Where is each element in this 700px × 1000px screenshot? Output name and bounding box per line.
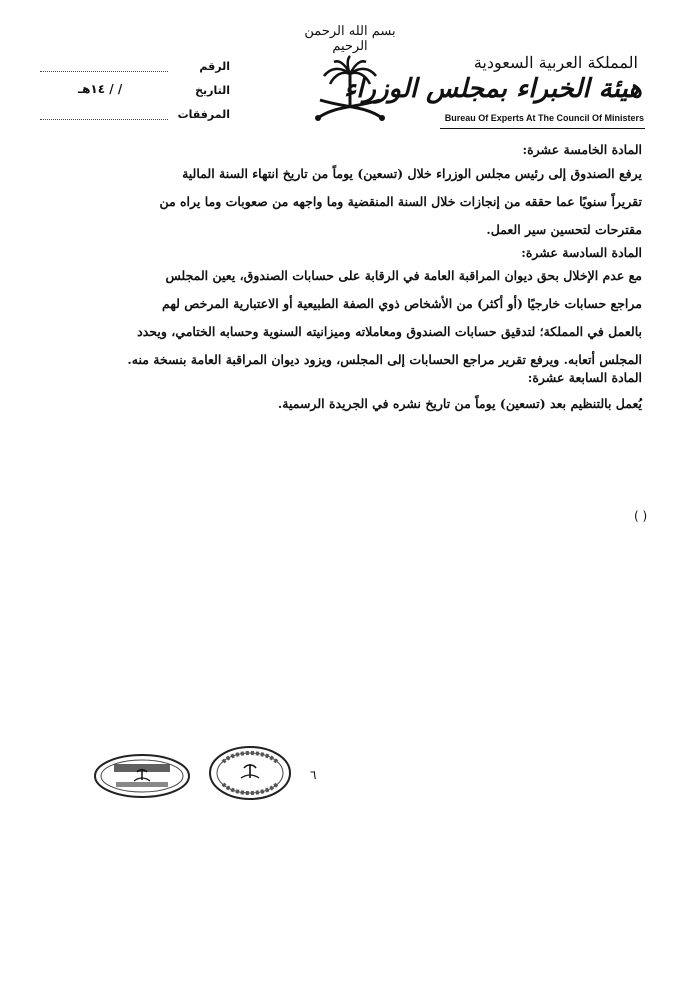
page-number: ٦ [310,768,317,782]
article-line: يُعمل بالتنظيم بعد (تسعين) يوماً من تاريخ نشره في الجريدة الرسمية. [277,396,642,411]
article-line: تقريراً سنويًا عما حققه من إنجازات خلال السنة المنقضية وما واجهه من صعوبات وما يراه من [159,194,642,209]
article-line: مقترحات لتحسين سير العمل. [486,222,642,237]
organization-name: هيئة الخبراء بمجلس الوزراء [343,74,642,104]
article-line: مراجع حسابات خارجيًا (أو أكثر) من الأشخاص ذوي الصفة الطبيعية أو الاعتبارية المرخص لهم [162,296,642,311]
official-seal-right [207,744,293,802]
article-line: مع عدم الإخلال بحق ديوان المراقبة العامة في الرقابة على حسابات الصندوق، يعين المجلس [165,268,642,283]
article-heading: المادة السابعة عشرة: [527,370,642,385]
reference-line [40,71,168,72]
country-name: المملكة العربية السعودية [473,53,638,72]
attachments-label: المرفقات [177,108,230,121]
article-heading: المادة السادسة عشرة: [521,245,642,260]
attachments-line [40,119,168,120]
article-body [52,262,642,374]
margin-mark: ( ) [634,509,648,523]
article-line: يرفع الصندوق إلى رئيس مجلس الوزراء خلال (تسعين) يوماً من تاريخ انتهاء السنة المالية [182,166,642,181]
reference-field [40,60,230,78]
article-body [52,160,642,244]
reference-label: الرقم [199,60,230,73]
article-line: بالعمل في المملكة؛ لتدقيق حسابات الصندوق ومعاملاته وميزانيته السنوية وحسابه الختامي، ويحدد [137,324,642,339]
date-field [40,84,230,102]
article-line: المجلس أتعابه. ويرفع تقرير مراجع الحسابات إلى المجلس، ويزود ديوان المراقبة العامة بنسخة منه. [127,352,642,367]
date-value: / / ١٤هـ [78,82,123,96]
official-seal-left [92,752,192,800]
article-body [52,390,642,418]
basmala: بسم الله الرحمن الرحيم [304,24,396,54]
article-heading: المادة الخامسة عشرة: [522,142,642,157]
header-divider [440,128,645,129]
attachments-field [40,108,230,126]
organization-name-en: Bureau Of Experts At The Council Of Ministers [444,113,644,123]
date-label: التاريخ [195,84,230,97]
